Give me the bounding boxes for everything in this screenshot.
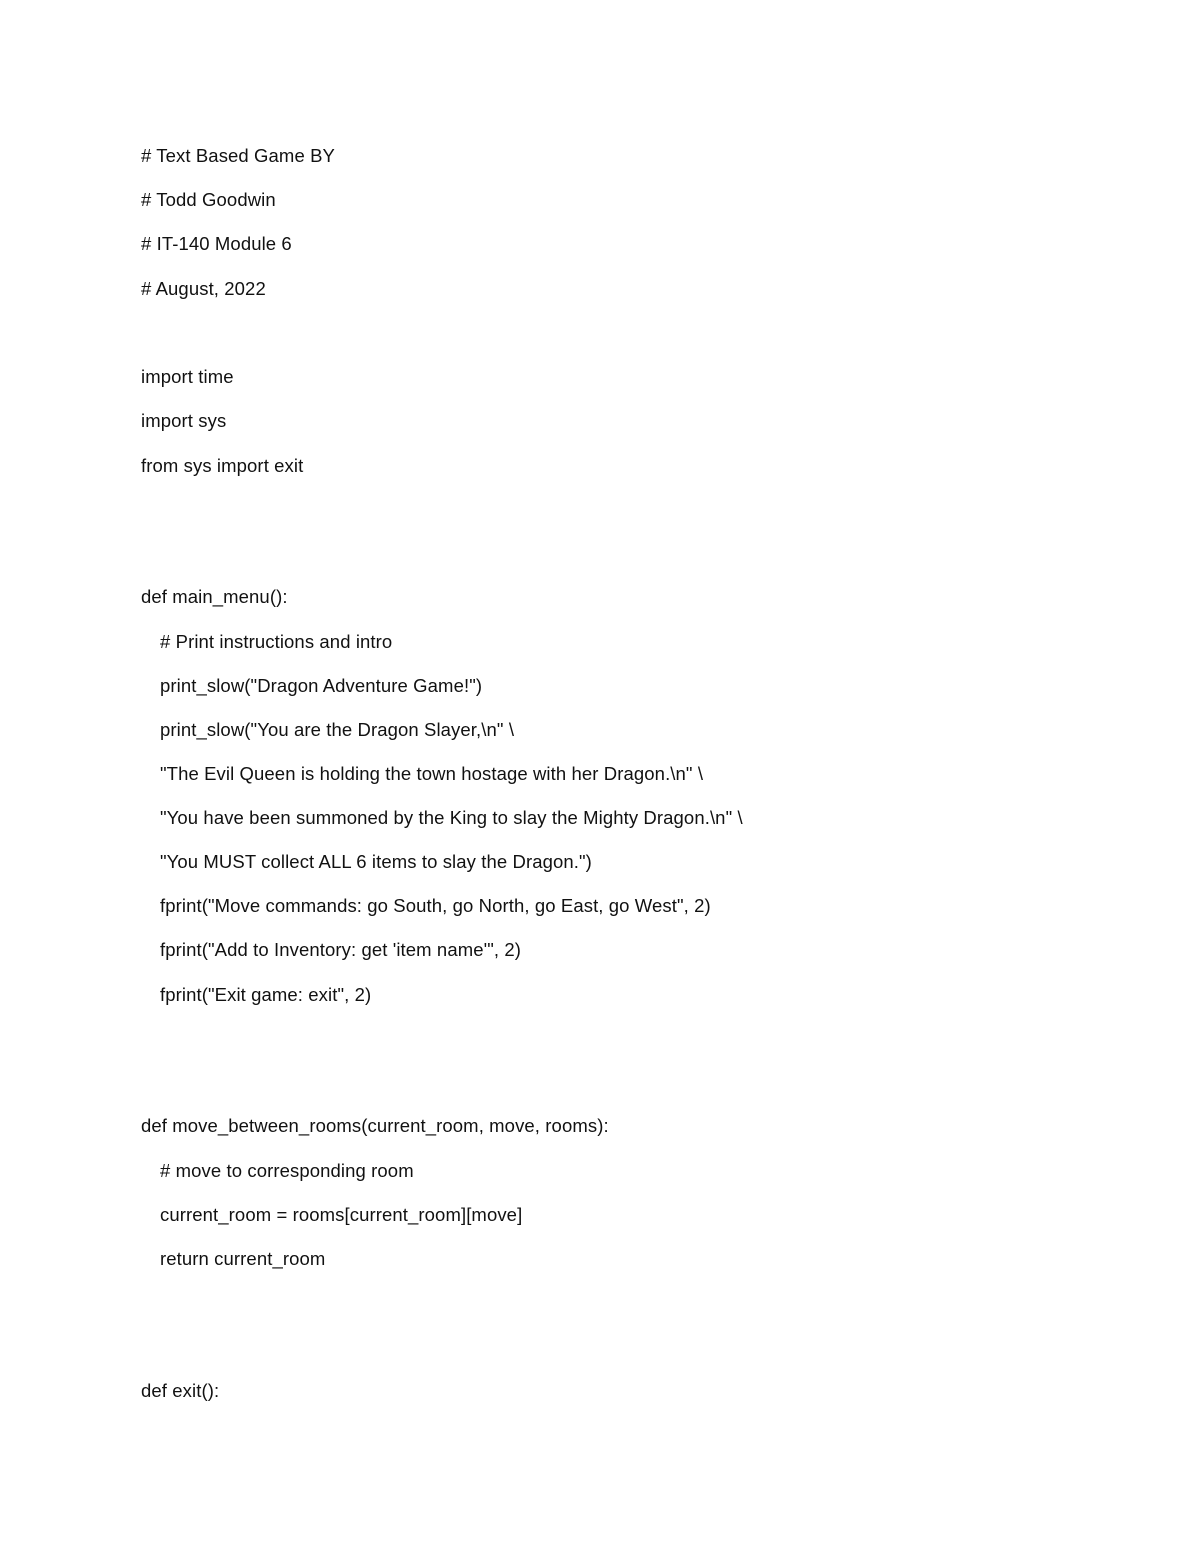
import-line: import sys [141,410,227,431]
code-line: fprint("Add to Inventory: get 'item name'", 2) [160,939,522,960]
code-line: print_slow("You are the Dragon Slayer,\n" \ [160,719,515,740]
import-line: from sys import exit [141,455,304,476]
function-def-main-menu: def main_menu(): [141,586,288,607]
code-line: "You have been summoned by the King to slay the Mighty Dragon.\n" \ [160,807,743,828]
code-line: print_slow("Dragon Adventure Game!") [160,675,483,696]
code-line: return current_room [160,1248,326,1269]
comment-line-author: # Todd Goodwin [141,189,276,210]
comment-line-module: # IT-140 Module 6 [141,233,292,254]
code-line: # Print instructions and intro [160,631,393,652]
import-line: import time [141,366,234,387]
comment-line-title: # Text Based Game BY [141,145,335,166]
function-def-exit: def exit(): [141,1380,220,1401]
function-def-move-between-rooms: def move_between_rooms(current_room, move, rooms): [141,1115,609,1136]
comment-line-date: # August, 2022 [141,278,266,299]
code-line: fprint("Move commands: go South, go North, go East, go West", 2) [160,895,711,916]
code-line: "The Evil Queen is holding the town hostage with her Dragon.\n" \ [160,763,704,784]
code-line: # move to corresponding room [160,1160,414,1181]
code-line: current_room = rooms[current_room][move] [160,1204,523,1225]
code-line: fprint("Exit game: exit", 2) [160,984,372,1005]
code-line: "You MUST collect ALL 6 items to slay the Dragon.") [160,851,592,872]
